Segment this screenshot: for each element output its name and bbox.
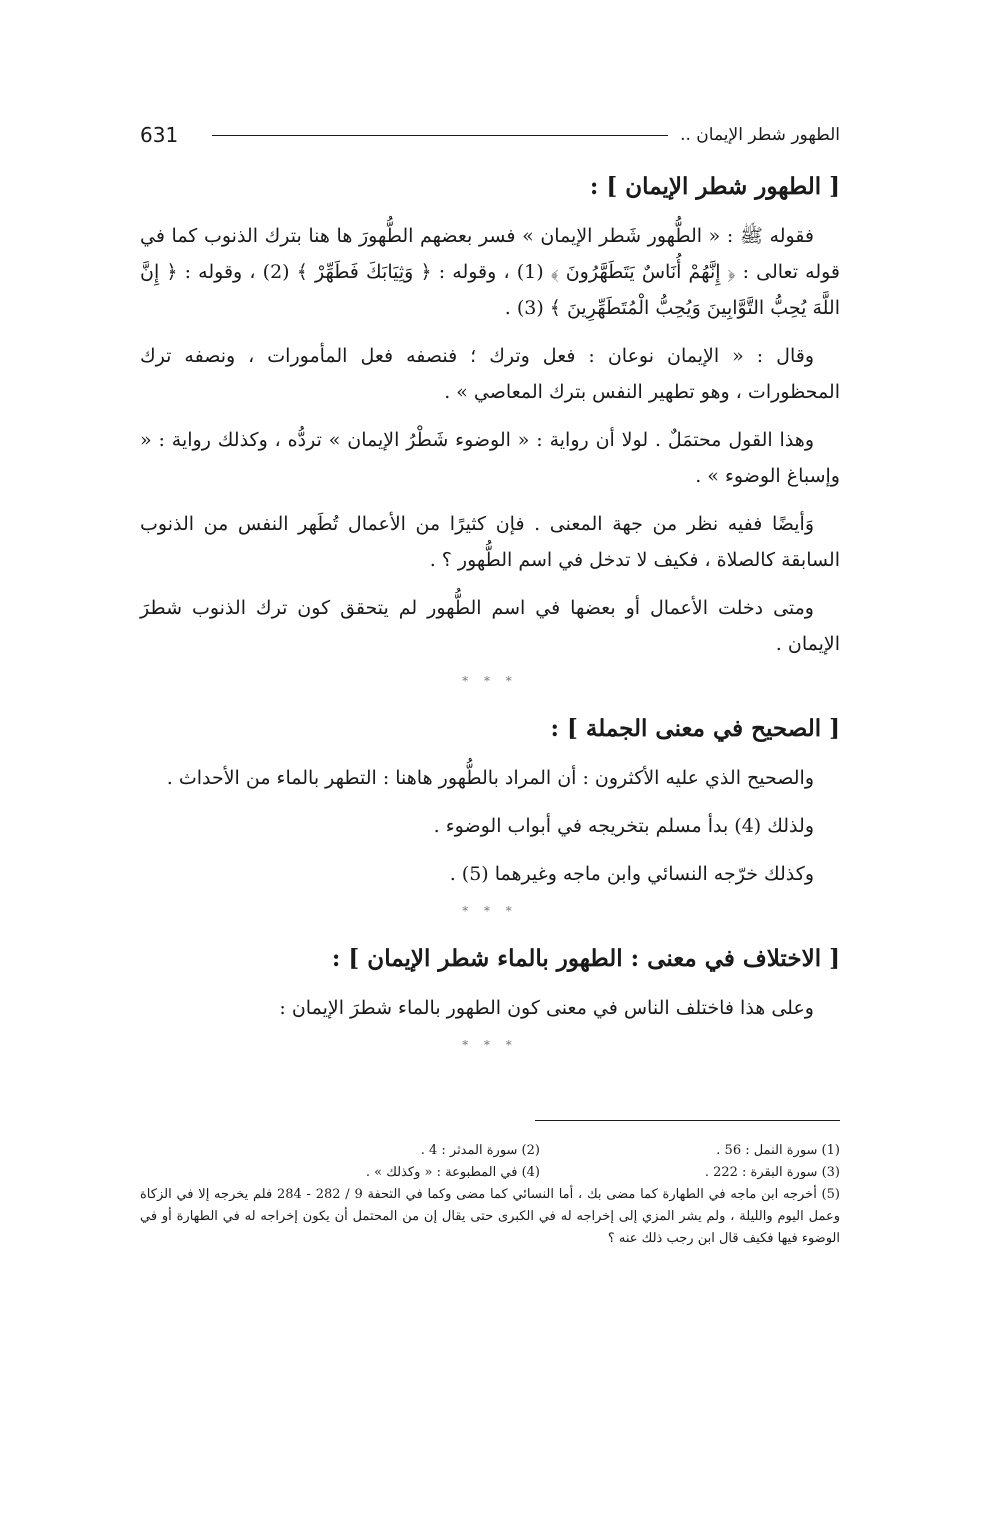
- section-heading-3: [ الاختلاف في معنى : الطهور بالماء شطر الإيمان ] :: [331, 945, 840, 972]
- paragraph: ومتى دخلت الأعمال أو بعضها في اسم الطُّهور لم يتحقق كون ترك الذنوب شطرَ الإيمان .: [140, 597, 840, 655]
- section-divider: * * *: [462, 904, 518, 918]
- paragraph: والصحيح الذي عليه الأكثرون : أن المراد بالطُّهور هاهنا : التطهر بالماء من الأحداث .: [166, 767, 814, 789]
- page-number: 631: [140, 123, 179, 147]
- section-heading-1: [ الطهور شطر الإيمان ] :: [589, 173, 840, 200]
- paragraph: وعلى هذا فاختلف الناس في معنى كون الطهور بالماء شطرَ الإيمان :: [279, 997, 814, 1019]
- footnote-5: (5) أخرجه ابن ماجه في الطهارة كما مضى بك ، أما النسائي كما مضى وكما في التحفة 9 / 282 - 284 فلم يخرجه إلا في الزكاة وعمل اليوم والليلة ، ولم يشر المزي إلى إخراجه له في الكبرى حتى يقال إن من المحتمل أن يكون إخراجه له في الطهارة أو في الوضوء فيها فكيف قال ابن رجب ذلك عنه ؟: [140, 1187, 840, 1246]
- paragraph: فقوله ﷺ : « الطُّهور شَطر الإيمان » فسر بعضهم الطُّهورَ ها هنا بترك الذنوب كما في قوله تعالى : ﴿ إِنَّهُمْ أُنَاسٌ يَتَطَهَّرُونَ ﴾ (1) ، وقوله : ﴿ وَثِيَابَكَ فَطَهِّرْ ﴾ (2) ، وقوله : ﴿ إِنَّ اللَّهَ يُحِبُّ التَّوَّابِينَ وَيُحِبُّ الْمُتَطَهِّرِينَ ﴾ (3) .: [140, 225, 841, 319]
- header-rule: [212, 135, 668, 136]
- footnote-rule: [535, 1120, 840, 1121]
- footnote-row: [140, 1140, 840, 1162]
- main-text: [140, 172, 840, 1078]
- footnote-4: (4) في المطبوعة : « وكذلك » .: [365, 1165, 540, 1180]
- paragraph: وكذلك خرّجه النسائي وابن ماجه وغيرهما (5) .: [449, 863, 814, 885]
- paragraph: وهذا القول محتمَلٌ . لولا أن رواية : « الوضوء شَطْرُ الإيمان » تردُّه ، وكذلك رواية : « وإسباغ الوضوء » .: [140, 429, 840, 487]
- paragraph: وقال : « الإيمان نوعان : فعل وترك ؛ فنصفه فعل المأمورات ، ونصفه ترك المحظورات ، وهو تطهير النفس بترك المعاصي » .: [140, 345, 840, 403]
- paragraph: وَأيضًا ففيه نظر من جهة المعنى . فإن كثيرًا من الأعمال تُطَهر النفس من الذنوب السابقة كالصلاة ، فكيف لا تدخل في اسم الطُّهور ؟ .: [140, 513, 840, 571]
- footnote-2: (2) سورة المدثر : 4 .: [420, 1143, 540, 1158]
- running-title: الطهور شطر الإيمان ..: [680, 125, 840, 145]
- paragraph: ولذلك (4) بدأ مسلم بتخريجه في أبواب الوضوء .: [433, 815, 814, 837]
- section-divider: * * *: [462, 1038, 518, 1052]
- page-header: [140, 120, 840, 150]
- footnote-1: (1) سورة النمل : 56 .: [716, 1143, 840, 1158]
- section-heading-2: [ الصحيح في معنى الجملة ] :: [550, 715, 840, 742]
- footnotes: [140, 1140, 840, 1250]
- section-divider: * * *: [462, 674, 518, 688]
- footnote-3: (3) سورة البقرة : 222 .: [704, 1165, 840, 1180]
- footnote-row: [140, 1162, 840, 1184]
